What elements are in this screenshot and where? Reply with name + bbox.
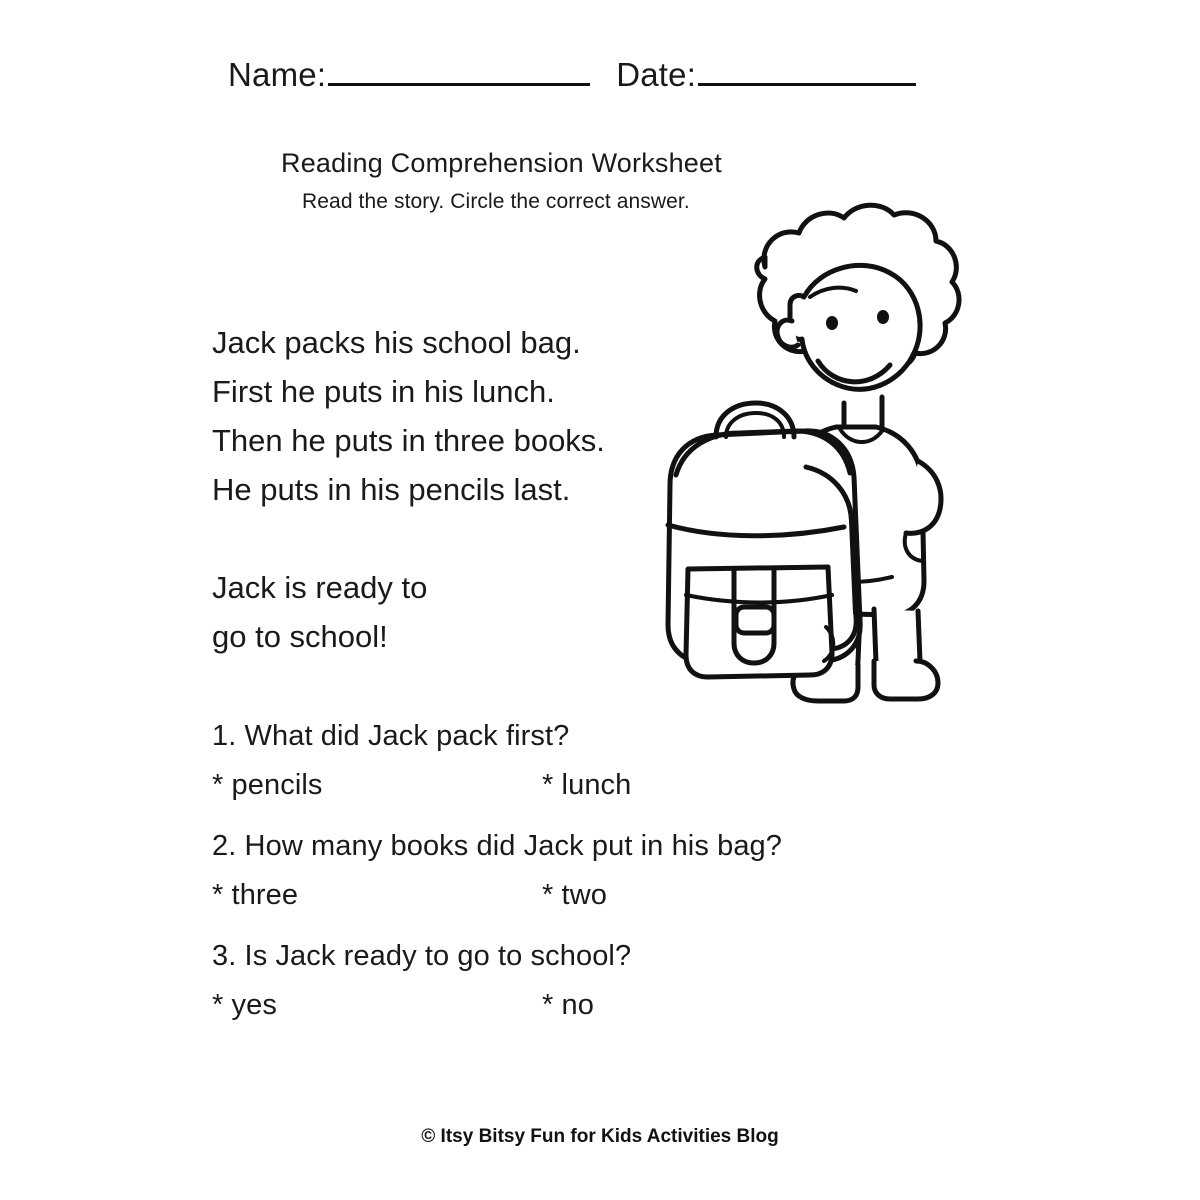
- story-line: He puts in his pencils last.: [212, 472, 571, 507]
- story-line: Jack is ready to: [212, 570, 428, 605]
- story-line: Then he puts in three books.: [212, 423, 605, 458]
- page-title: Reading Comprehension Worksheet: [281, 148, 722, 178]
- questions-list: [212, 720, 972, 1050]
- answer-option[interactable]: * lunch: [542, 769, 632, 801]
- answer-option[interactable]: * pencils: [212, 769, 323, 801]
- page-subtitle: Read the story. Circle the correct answer.: [302, 190, 690, 213]
- name-blank-line[interactable]: [328, 82, 590, 86]
- story-line: go to school!: [212, 619, 388, 654]
- question-text: 3. Is Jack ready to go to school?: [212, 940, 632, 972]
- question-options: [212, 769, 972, 802]
- name-label: Name:: [228, 56, 327, 93]
- footer-credit: © Itsy Bitsy Fun for Kids Activities Blog: [421, 1126, 779, 1147]
- name-date-row: [228, 56, 916, 94]
- story-line: First he puts in his lunch.: [212, 374, 555, 409]
- answer-option[interactable]: * yes: [212, 989, 277, 1021]
- question-text: 2. How many books did Jack put in his bag?: [212, 830, 783, 862]
- question-options: [212, 989, 972, 1022]
- question-item: [212, 830, 972, 912]
- boy-with-backpack-icon: [630, 175, 1030, 715]
- question-options: [212, 879, 972, 912]
- question-item: [212, 940, 972, 1022]
- answer-option[interactable]: * no: [542, 989, 594, 1021]
- question-text: 1. What did Jack pack first?: [212, 720, 570, 752]
- date-label: Date:: [616, 56, 697, 93]
- question-item: [212, 720, 972, 802]
- date-blank-line[interactable]: [698, 82, 916, 86]
- answer-option[interactable]: * three: [212, 879, 299, 911]
- boy-with-backpack-illustration: [630, 175, 1030, 715]
- answer-option[interactable]: * two: [542, 879, 607, 911]
- story-line: Jack packs his school bag.: [212, 325, 581, 360]
